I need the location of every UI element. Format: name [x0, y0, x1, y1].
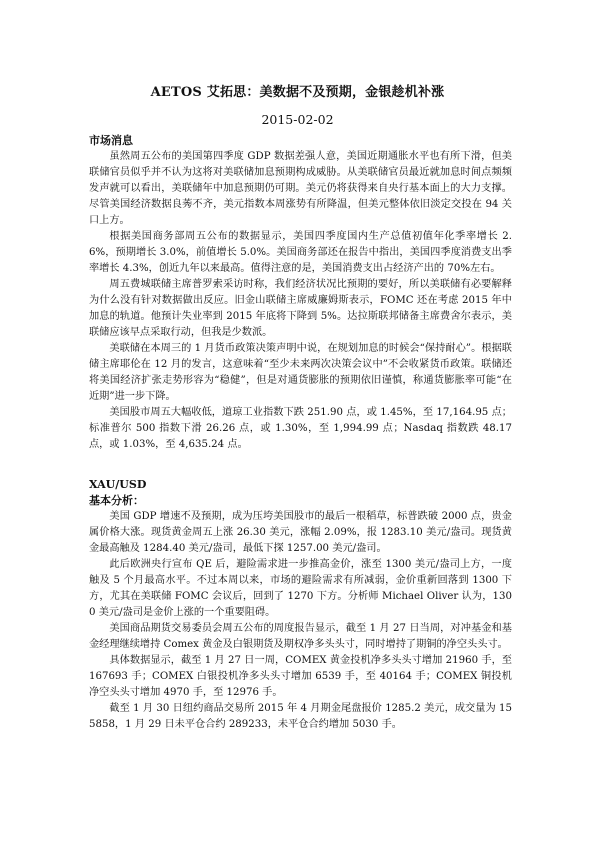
news-paragraph-2: 根据美国商务部周五公布的数据显示，美国四季度国内生产总值初值年化季率增长 2.6%，预期增长 3.0%，前值增长 5.0%。美国商务部还在报告中指出，美国四季度消费支出季率增长 4.3%，创近九年以来最高。值得注意的是，美国消费支出占经济产出的 70%左右。	[89, 231, 512, 274]
analysis-paragraph-1: 美国 GDP 增速不及预期，成为压垮美国股市的最后一根稻草，标普跌破 2000 点，贵金属价格大涨。现货黄金周五上涨 26.30 美元，涨幅 2.09%，报 1283.10 美元/盎司。现货黄金最高触及 1284.40 美元/盎司，最低下探 1257.00 美元/盎司。	[89, 511, 512, 554]
xau-usd-section	[89, 477, 512, 733]
xau-usd-symbol: XAU/USD	[89, 478, 147, 491]
document-title: AETOS 艾拓思：美数据不及预期，金银趁机补涨	[150, 85, 445, 100]
analysis-paragraph-5: 截至 1 月 30 日纽约商品交易所 2015 年 4 月期金尾盘报价 1285.2 美元，成交量为 155858，1 月 29 日未平仓合约 289233，未平仓合约增加 5030 手。	[89, 703, 512, 730]
market-news-heading: 市场消息	[89, 134, 133, 147]
market-news-section	[89, 133, 512, 453]
analysis-paragraph-3: 美国商品期货交易委员会周五公布的周度报告显示，截至 1 月 27 日当周，对冲基金和基金经理继续增持 Comex 黄金及白银期货及期权净多头头寸，同时增持了期铜的净空头头寸。	[89, 623, 512, 650]
news-paragraph-4: 美联储在本周三的 1 月货币政策决策声明中说，在规划加息的时候会“保持耐心”。根据联储主席耶伦在 12 月的发言，这意味着“至少未来两次决策会议中”不会收紧货币政策。联储还将美国经济扩张走势形容为“稳健”，但是对通货膨胀的预期依旧谨慎，称通货膨胀率可能“在近期”进一步下降。	[89, 343, 512, 402]
analysis-paragraph-2: 此后欧洲央行宣布 QE 后，避险需求进一步推高金价，涨至 1300 美元/盎司上方，一度触及 5 个月最高水平。不过本周以来，市场的避险需求有所减弱，金价重新回落到 1300 下方，尤其在美联储 FOMC 会议后，回到了 1270 下方。分析师 Michael Oliver 认为，1300 美元/盎司是金价上涨的一个重要阻碍。	[89, 559, 512, 618]
basic-analysis-heading: 基本分析：	[89, 494, 144, 507]
news-paragraph-1: 虽然周五公布的美国第四季度 GDP 数据差强人意，美国近期通胀水平也有所下滑，但美联储官员似乎并不认为这将对美联储加息预期构成威胁。从美联储官员最近就加息时间点频频发声就可以看出，美联储年中加息预期仍可期。美元仍将获得来自央行基本面上的大力支撑。尽管美国经济数据良莠不齐，美元指数本周涨势有所降温，但美元整体依旧淡定交投在 94 关口上方。	[89, 151, 512, 226]
news-paragraph-5: 美国股市周五大幅收低，道琼工业指数下跌 251.90 点，或 1.45%，至 17,164.95 点；标准普尔 500 指数下滑 26.26 点，或 1.30%，至 1,994.99 点；Nasdaq 指数跌 48.17 点，或 1.03%，至 4,635.24 点。	[89, 407, 512, 450]
news-paragraph-3: 周五费城联储主席普罗索采访时称，我们经济状况比预期的要好，所以美联储有必要解释为什么没有针对数据做出反应。旧金山联储主席威廉姆斯表示，FOMC 还在考虑 2015 年中加息的轨道。他预计失业率到 2015 年底将下降到 5%。达拉斯联邦储备主席费舍尔表示，美联储应该早点采取行动，但我是少数派。	[89, 279, 512, 338]
analysis-paragraph-4: 具体数据显示，截至 1 月 27 日一周，COMEX 黄金投机净多头头寸增加 21960 手，至 167693 手；COMEX 白银投机净多头头寸增加 6539 手，至 40164 手；COMEX 铜投机净空头头寸增加 4970 手，至 12976 手。	[89, 655, 512, 698]
document-date: 2015-02-02	[261, 112, 334, 127]
